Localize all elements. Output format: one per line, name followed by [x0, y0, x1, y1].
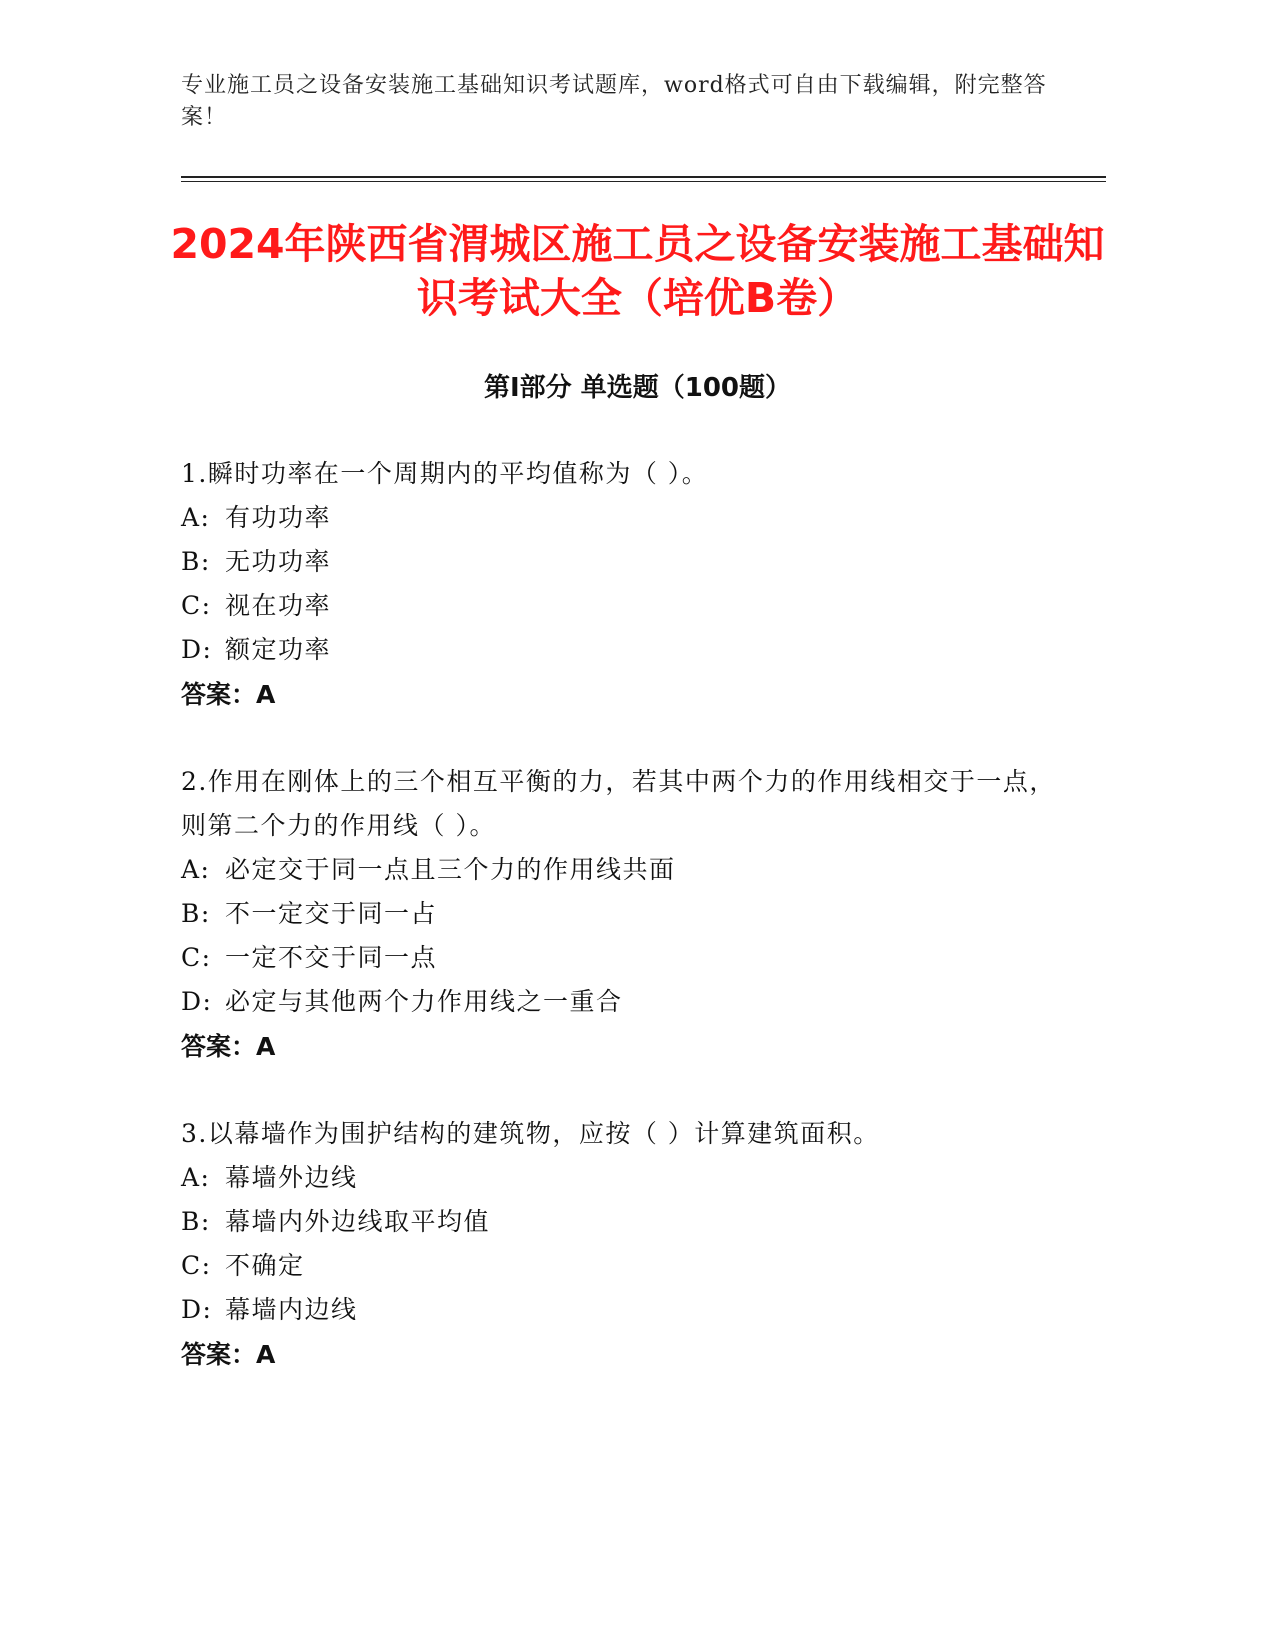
question-option-d: [181, 1288, 1061, 1332]
document-title: 2024年陕西省渭城区施工员之设备安装施工基础知识考试大全（培优B卷）: [170, 220, 1105, 322]
option-text: 不一定交于同一占: [225, 899, 438, 928]
question-stem: 1.瞬时功率在一个周期内的平均值称为（ ）。: [181, 459, 709, 488]
question-option-b: [181, 892, 1061, 936]
option-letter: C:: [181, 591, 212, 620]
question-option-a: [181, 496, 1061, 540]
question-option-d: [181, 628, 1061, 672]
question-option-b: [181, 1200, 1061, 1244]
option-text: 幕墙外边线: [225, 1163, 358, 1192]
question-option-c: [181, 584, 1061, 628]
question-stem: 2.作用在刚体上的三个相互平衡的力，若其中两个力的作用线相交于一点，则第二个力的作用线（ ）。: [181, 767, 1056, 840]
question-2: [181, 760, 1061, 1070]
question-1: [181, 452, 1061, 718]
option-letter: A:: [181, 855, 211, 884]
option-text: 幕墙内外边线取平均值: [225, 1207, 491, 1236]
option-text: 有功功率: [225, 503, 332, 532]
header-divider-thick: [181, 176, 1106, 178]
option-letter: D:: [181, 987, 213, 1016]
option-text: 额定功率: [225, 635, 332, 664]
question-stem: 3.以幕墙作为围护结构的建筑物，应按（ ）计算建筑面积。: [181, 1119, 880, 1148]
option-text: 必定交于同一点且三个力的作用线共面: [225, 855, 676, 884]
option-letter: C:: [181, 1251, 212, 1280]
option-text: 必定与其他两个力作用线之一重合: [225, 987, 623, 1016]
option-letter: D:: [181, 1295, 213, 1324]
option-letter: B:: [181, 547, 211, 576]
question-option-a: [181, 848, 1061, 892]
question-option-c: [181, 1244, 1061, 1288]
option-text: 幕墙内边线: [225, 1295, 358, 1324]
question-option-a: [181, 1156, 1061, 1200]
option-letter: B:: [181, 1207, 211, 1236]
question-answer: 答案：A: [181, 680, 276, 709]
option-letter: D:: [181, 635, 213, 664]
question-list: [181, 452, 1061, 1420]
header-divider-thin: [181, 181, 1106, 182]
option-text: 无功功率: [225, 547, 332, 576]
option-letter: B:: [181, 899, 211, 928]
question-answer: 答案：A: [181, 1032, 276, 1061]
header-note: 专业施工员之设备安装施工基础知识考试题库，word格式可自由下载编辑，附完整答案！: [181, 73, 1047, 130]
option-text: 不确定: [225, 1251, 305, 1280]
option-letter: A:: [181, 1163, 211, 1192]
option-text: 一定不交于同一点: [225, 943, 438, 972]
section-title: 第Ⅰ部分 单选题（100题）: [484, 373, 791, 403]
option-letter: C:: [181, 943, 212, 972]
question-option-d: [181, 980, 1061, 1024]
question-option-b: [181, 540, 1061, 584]
option-text: 视在功率: [225, 591, 332, 620]
question-answer: 答案：A: [181, 1340, 276, 1369]
option-letter: A:: [181, 503, 211, 532]
question-3: [181, 1112, 1061, 1378]
question-option-c: [181, 936, 1061, 980]
